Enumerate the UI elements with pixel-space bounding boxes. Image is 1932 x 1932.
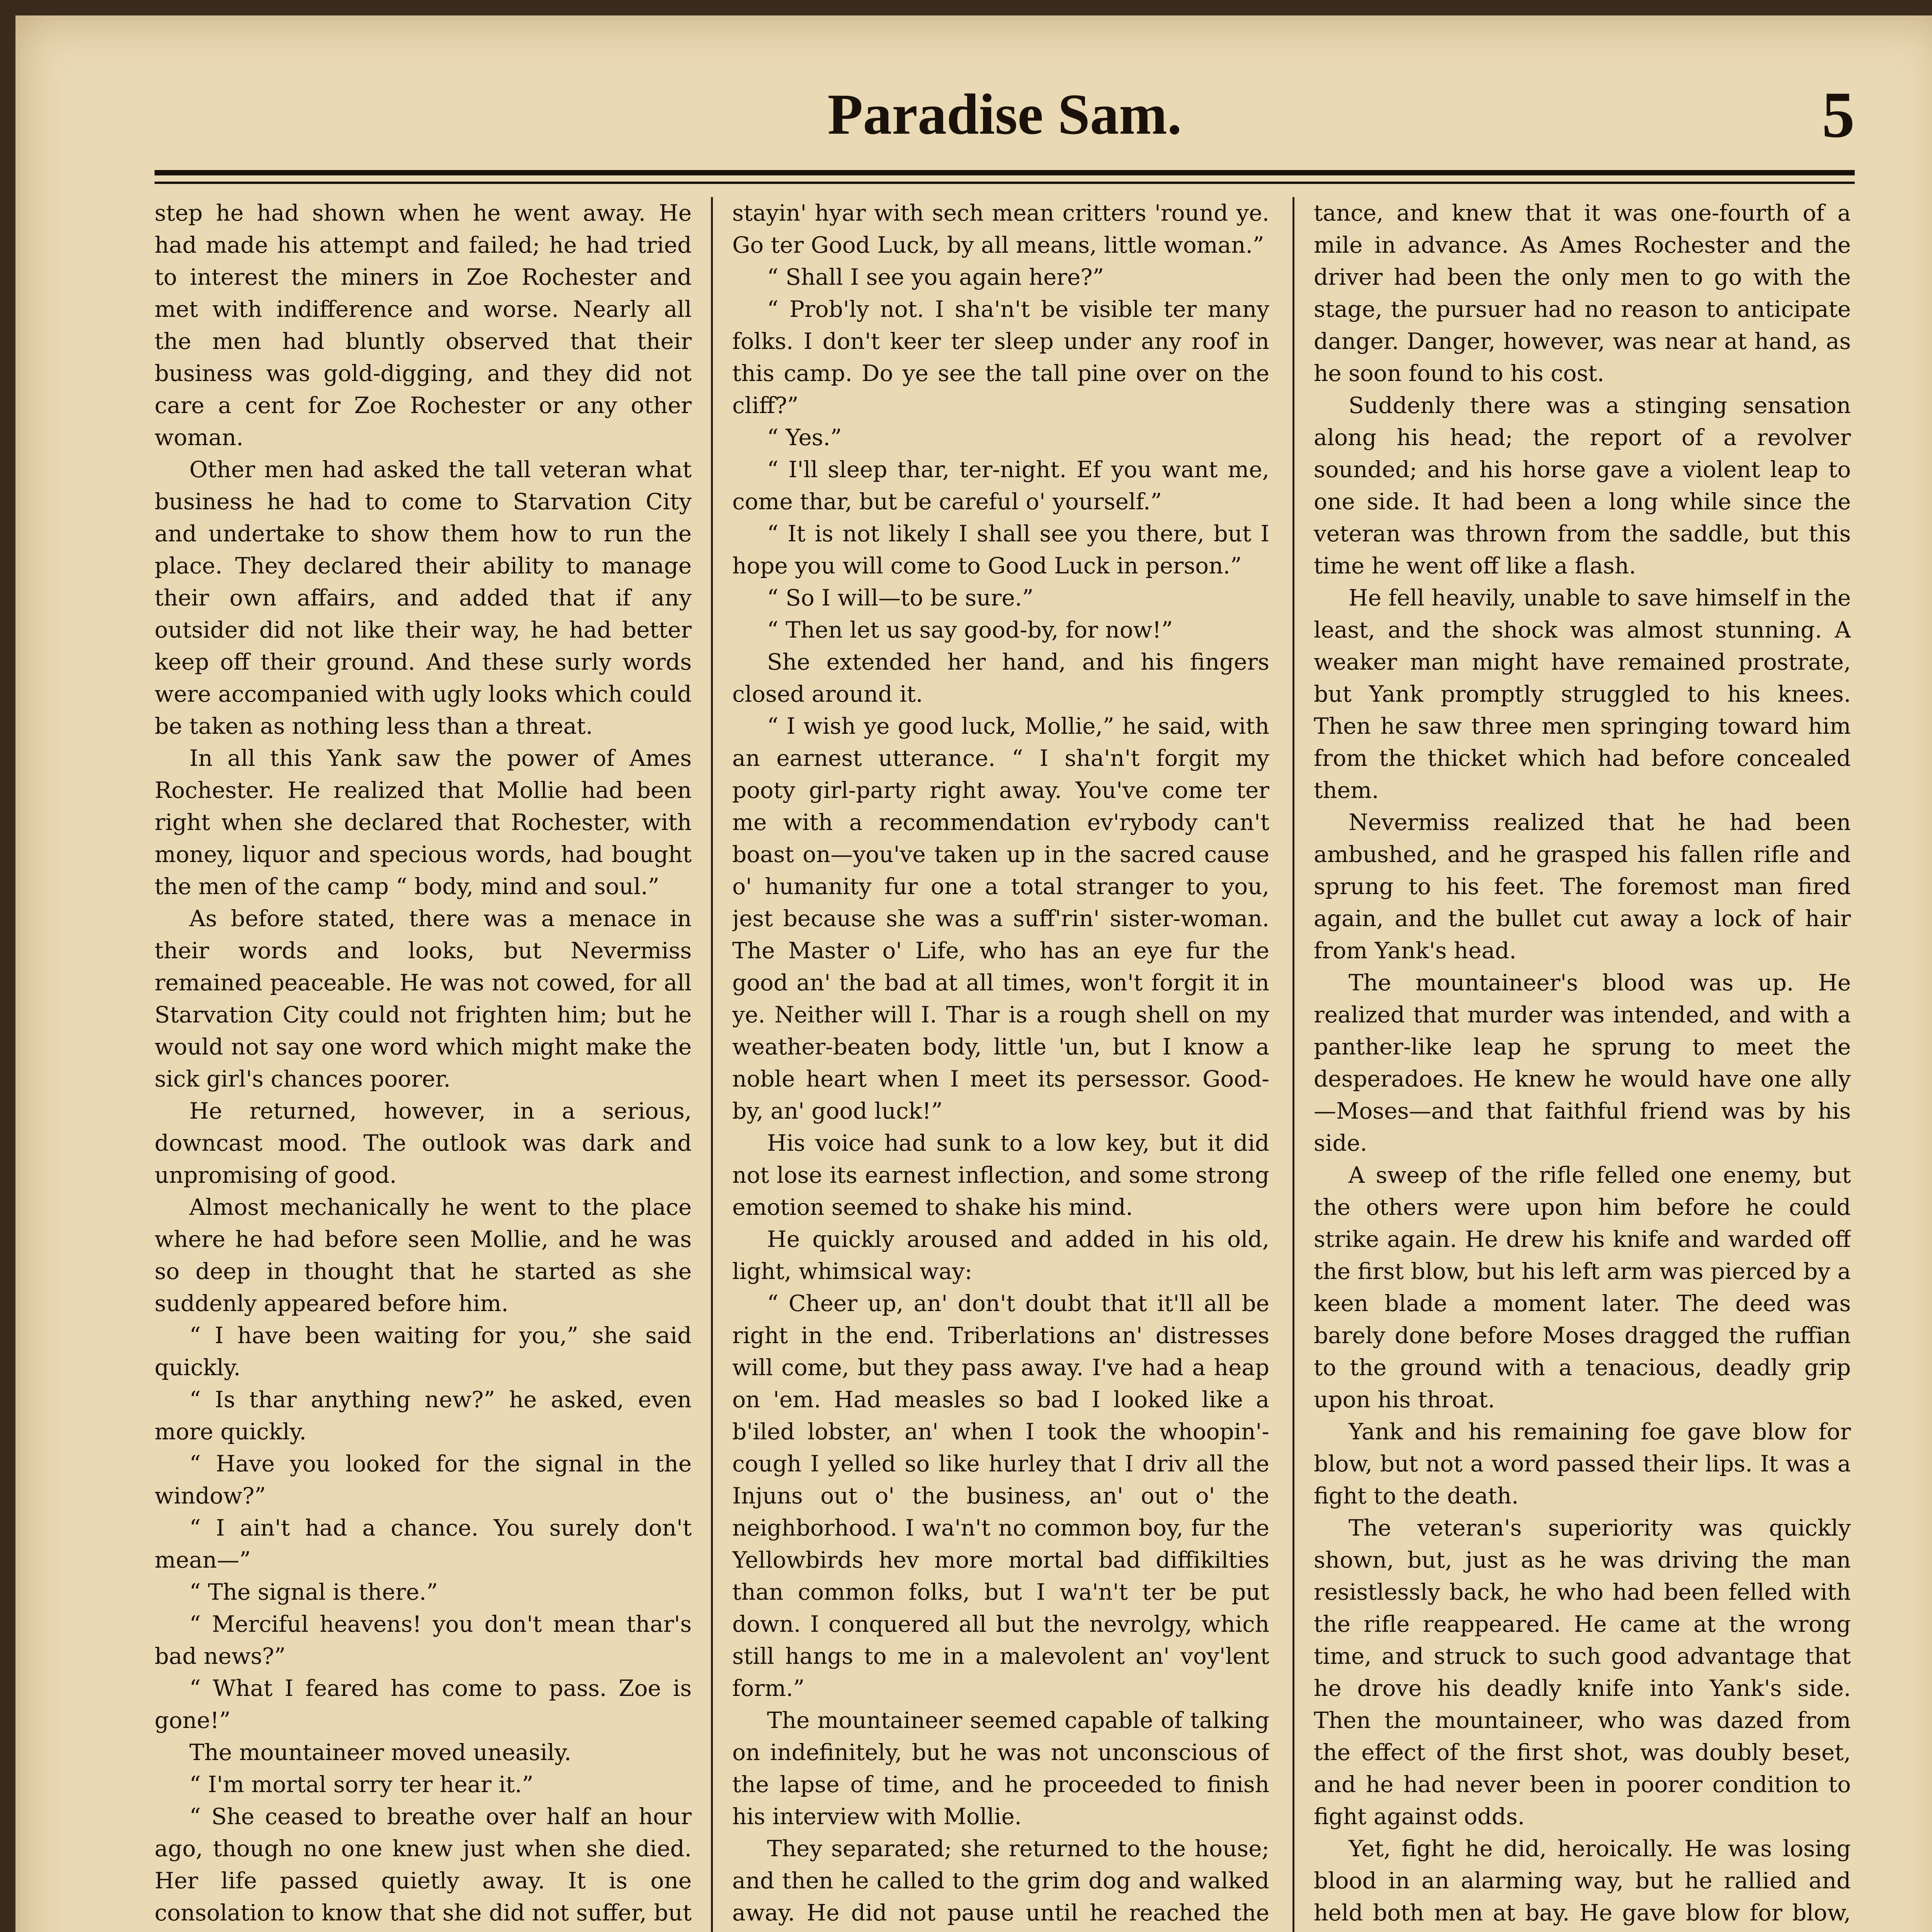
newspaper-page bbox=[15, 15, 1932, 1932]
paragraph: “ Is thar anything new?” he asked, even more quickly. bbox=[155, 1386, 692, 1445]
column-divider-2 bbox=[1293, 197, 1294, 1932]
paragraph: “ Yes.” bbox=[767, 424, 842, 451]
paragraph: She extended her hand, and his fingers closed around it. bbox=[732, 649, 1269, 707]
paragraph: In all this Yank saw the power of Ames Rochester. He realized that Mollie had been right when she declared that Rochester, with money, liquor and specious words, had bought the men of the camp “ body, mind and soul.” bbox=[155, 745, 692, 900]
page-header bbox=[155, 77, 1855, 166]
header-rule-thin bbox=[155, 182, 1855, 184]
paragraph: Suddenly there was a stinging sensation along his head; the report of a revolver sounded; and his horse gave a violent leap to one side. It had been a long while since the veteran was thrown from the saddle, but this time he went off like a flash. bbox=[1314, 392, 1851, 579]
paragraph: The mountaineer moved uneasily. bbox=[189, 1739, 571, 1765]
paragraph: “ Have you looked for the signal in the window?” bbox=[155, 1451, 692, 1509]
page-title: Paradise Sam. bbox=[827, 82, 1182, 146]
paragraph: As before stated, there was a menace in their words and looks, but Nevermiss remained peaceable. He was not cowed, for all Starvation City could not frighten him; but he would not say one word which might make the sick girl's chances poorer. bbox=[155, 905, 692, 1092]
paragraph: His voice had sunk to a low key, but it did not lose its earnest inflection, and some strong emotion seemed to shake his mind. bbox=[732, 1130, 1269, 1220]
paragraph: stayin' hyar with sech mean critters 'round ye. Go ter Good Luck, by all means, little woman.” bbox=[732, 200, 1269, 258]
paragraph: step he had shown when he went away. He had made his attempt and failed; he had tried to interest the miners in Zoe Rochester and met with indifference and worse. Nearly all the men had bluntly observed that their business was gold-digging, and they did not care a cent for Zoe Rochester or any other woman. bbox=[155, 200, 692, 451]
paragraph: “ Prob'ly not. I sha'n't be visible ter many folks. I don't keer ter sleep under any roof in this camp. Do ye see the tall pine over on the cliff?” bbox=[732, 296, 1269, 418]
paragraph: They separated; she returned to the house; and then he called to the grim dog and walked away. He did not pause until he reached the bbox=[732, 1835, 1269, 1926]
paragraph: The veteran's superiority was quickly shown, but, just as he was driving the man resistlessly back, he who had been felled with the rifle reappeared. He came at the wrong time, and struck to such good advantage that he drove his deadly knife into Yank's side. Then the mountaineer, who was dazed from the effect of the first shot, was doubly beset, and he had never been in poorer condition to fight against odds. bbox=[1314, 1515, 1851, 1830]
paragraph: “ Cheer up, an' don't doubt that it'll all be right in the end. Triberlations an' distresses will come, but they pass away. I've had a heap on 'em. Had measles so bad I looked like a b'iled lobster, an' when I took the whoopin'-cough I yelled so like hurley that I driv all the Injuns out o' the business, an' out o' the neighborhood. I wa'n't no common boy, fur the Yellowbirds hev more mortal bad diffikilties than common folks, but I wa'n't ter be put down. I conquered all but the nevrolgy, which still hangs to me in a malevolent an' voy'lent form.” bbox=[732, 1290, 1269, 1701]
paragraph: “ I have been waiting for you,” she said quickly. bbox=[155, 1322, 692, 1381]
text-column-2 bbox=[732, 197, 1269, 1932]
paragraph: Yet, fight he did, heroically. He was losing blood in an alarming way, but he rallied and held both men at bay. He gave blow for blow, bbox=[1314, 1835, 1851, 1926]
paragraph: “ Then let us say good-by, for now!” bbox=[767, 617, 1173, 643]
paragraph: Yank and his remaining foe gave blow for blow, but not a word passed their lips. It was a fight to the death. bbox=[1314, 1418, 1851, 1509]
paragraph: Other men had asked the tall veteran what business he had to come to Starvation City and undertake to show them how to run the place. They declared their ability to manage their own affairs, and added that if any outsider did not like their way, he had better keep off their ground. And these surly words were accompanied with ugly looks which could be taken as nothing less than a threat. bbox=[155, 456, 692, 739]
paragraph: tance, and knew that it was one-fourth of a mile in advance. As Ames Rochester and the driver had been the only men to go with the stage, the pursuer had no reason to anticipate danger. Danger, however, was near at hand, as he soon found to his cost. bbox=[1314, 200, 1851, 386]
paragraph: “ So I will—to be sure.” bbox=[767, 585, 1034, 611]
page-number: 5 bbox=[1822, 78, 1855, 151]
paragraph: “ I'm mortal sorry ter hear it.” bbox=[189, 1771, 534, 1798]
paragraph: Nevermiss realized that he had been ambushed, and he grasped his fallen rifle and sprung to his feet. The foremost man fired again, and the bullet cut away a lock of hair from Yank's head. bbox=[1314, 809, 1851, 964]
paragraph: A sweep of the rifle felled one enemy, but the others were upon him before he could strike again. He drew his knife and warded off the first blow, but his left arm was pierced by a keen blade a moment later. The deed was barely done before Moses dragged the ruffian to the ground with a tenacious, deadly grip upon his throat. bbox=[1314, 1162, 1851, 1413]
paragraph: He fell heavily, unable to save himself in the least, and the shock was almost stunning. A weaker man might have remained prostrate, but Yank promptly struggled to his knees. Then he saw three men springing toward him from the thicket which had before concealed them. bbox=[1314, 585, 1851, 803]
paragraph: Almost mechanically he went to the place where he had before seen Mollie, and he was so deep in thought that he started as she suddenly appeared before him. bbox=[155, 1194, 692, 1316]
paragraph: He returned, however, in a serious, downcast mood. The outlook was dark and unpromising of good. bbox=[155, 1098, 692, 1188]
paragraph: “ I ain't had a chance. You surely don't mean—” bbox=[155, 1515, 692, 1573]
paragraph: “ Merciful heavens! you don't mean thar's bad news?” bbox=[155, 1611, 692, 1669]
paragraph: The mountaineer seemed capable of talking on indefinitely, but he was not unconscious of the lapse of time, and he proceeded to finish his interview with Mollie. bbox=[732, 1707, 1269, 1830]
paragraph: “ I'll sleep thar, ter-night. Ef you want me, come thar, but be careful o' yourself.” bbox=[732, 456, 1269, 515]
paragraph: “ She ceased to breathe over half an hour ago, though no one knew just when she died. Her life passed quietly away. It is one consolation to know that she did not suffer, but bbox=[155, 1803, 692, 1926]
column-divider-1 bbox=[711, 197, 713, 1932]
paragraph: He quickly aroused and added in his old, light, whimsical way: bbox=[732, 1226, 1269, 1284]
paragraph: “ The signal is there.” bbox=[189, 1579, 438, 1605]
header-rule-thick bbox=[155, 170, 1855, 175]
paragraph: The mountaineer's blood was up. He realized that murder was intended, and with a panther-like leap he sprung to meet the desperadoes. He knew he would have one ally—Moses—and that faithful friend was by his side. bbox=[1314, 969, 1851, 1156]
paragraph: “ It is not likely I shall see you there, but I hope you will come to Good Luck in person.” bbox=[732, 520, 1269, 579]
text-column-1 bbox=[155, 197, 692, 1932]
paragraph: “ Shall I see you again here?” bbox=[767, 264, 1104, 290]
paragraph: “ I wish ye good luck, Mollie,” he said, with an earnest utterance. “ I sha'n't forgit my pooty girl-party right away. You've come ter me with a recommendation ev'rybody can't boast on—you've taken up in the sacred cause o' humanity fur one a total stranger to you, jest because she was a suff'rin' sister-woman. The Master o' Life, who has an eye fur the good an' the bad at all times, won't forgit it in ye. Neither will I. Thar is a rough shell on my weather-beaten body, little 'un, but I know a noble heart when I meet its persessor. Good-by, an' good luck!” bbox=[732, 713, 1269, 1124]
text-column-3 bbox=[1314, 197, 1851, 1932]
paragraph: “ What I feared has come to pass. Zoe is gone!” bbox=[155, 1675, 692, 1733]
